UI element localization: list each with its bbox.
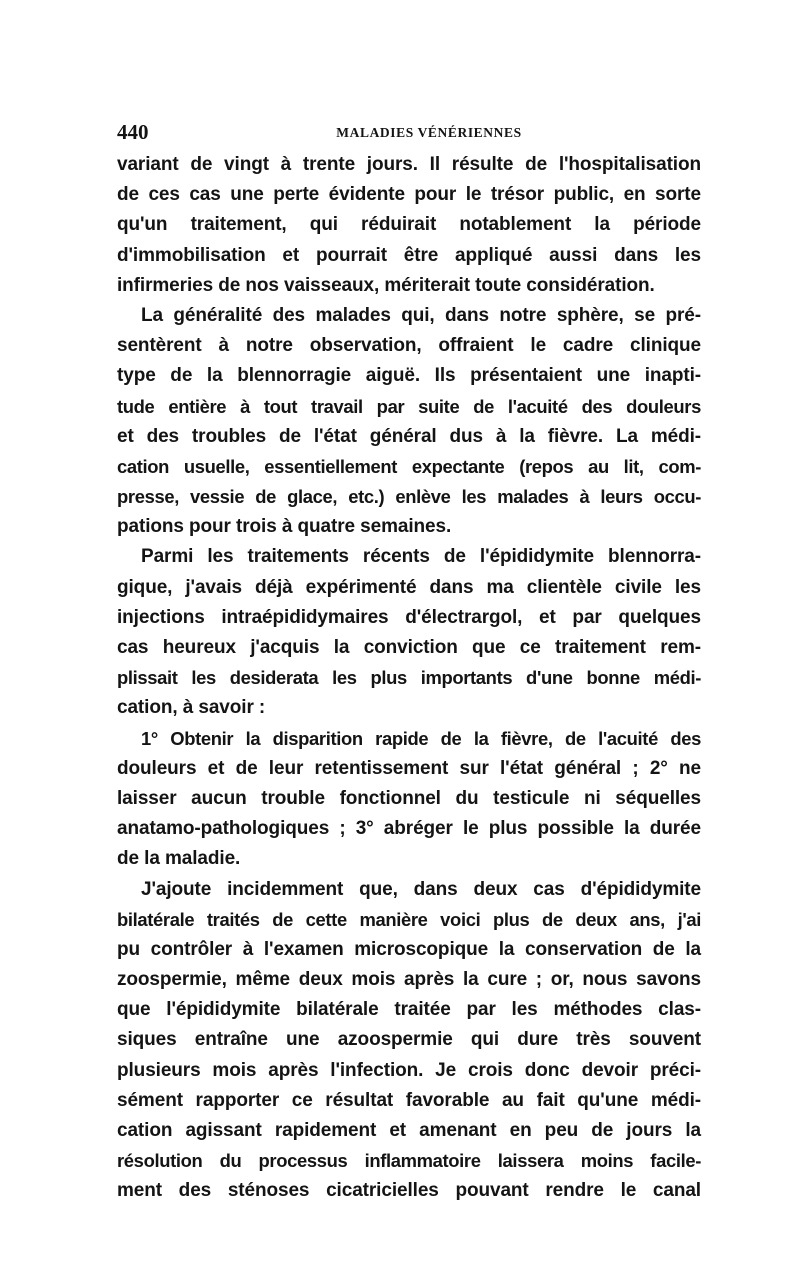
text-line: infirmeries de nos vaisseaux, mériterait toute considération. xyxy=(117,274,655,296)
running-title: MALADIES VÉNÉRIENNES xyxy=(336,125,522,140)
text-line: laisser aucun trouble fonctionnel du testicule ni séquelles xyxy=(117,787,701,809)
text-line: plissait les desiderata les plus importants d'une bonne médi- xyxy=(117,667,701,689)
text-line: sentèrent à notre observation, offraient le cadre clinique xyxy=(117,335,701,357)
page-number: 440 xyxy=(117,120,149,144)
text-line: ment des sténoses cicatricielles pouvant rendre le canal xyxy=(117,1180,701,1202)
text-line: anatamo-pathologiques ; 3° abréger le plus possible la durée xyxy=(117,818,701,840)
text-line: d'immobilisation et pourrait être appliqué aussi dans les xyxy=(117,244,701,266)
text-line: plusieurs mois après l'infection. Je crois donc devoir préci- xyxy=(117,1059,701,1081)
text-line: bilatérale traités de cette manière voici plus de deux ans, j'ai xyxy=(117,908,701,930)
text-line: que l'épididymite bilatérale traitée par les méthodes clas- xyxy=(117,999,701,1021)
text-line: cation usuelle, essentiellement expectante (repos au lit, com- xyxy=(117,455,701,477)
text-line: presse, vessie de glace, etc.) enlève les malades à leurs occu- xyxy=(117,486,701,508)
text-line: cation, à savoir : xyxy=(117,697,266,719)
text-line: type de la blennorragie aiguë. Ils présentaient une inapti- xyxy=(117,365,701,387)
text-line: gique, j'avais déjà expérimenté dans ma clientèle civile les xyxy=(117,576,701,598)
body-text xyxy=(117,150,701,1207)
text-line: cas heureux j'acquis la conviction que ce traitement rem- xyxy=(117,637,701,658)
text-line: sément rapporter ce résultat favorable au fait qu'une médi- xyxy=(117,1089,701,1111)
text-line: pations pour trois à quatre semaines. xyxy=(117,516,452,538)
text-line: Parmi les traitements récents de l'épididymite blennorra- xyxy=(141,546,701,568)
text-line: pu contrôler à l'examen microscopique la conservation de la xyxy=(117,938,701,960)
text-line: de la maladie. xyxy=(117,848,241,870)
text-line: de ces cas une perte évidente pour le trésor public, en sorte xyxy=(117,184,701,206)
text-line: siques entraîne une azoospermie qui dure très souvent xyxy=(117,1029,701,1051)
text-line: tude entière à tout travail par suite de l'acuité des douleurs xyxy=(117,395,701,417)
running-head xyxy=(117,120,701,146)
text-line: douleurs et de leur retentissement sur l'état général ; 2° ne xyxy=(117,757,701,779)
text-line: qu'un traitement, qui réduirait notablement la période xyxy=(117,214,701,236)
text-line: injections intraépididymaires d'électrargol, et par quelques xyxy=(117,606,701,628)
text-line: variant de vingt à trente jours. Il résulte de l'hospitalisation xyxy=(117,154,701,175)
text-line: cation agissant rapidement et amenant en peu de jours la xyxy=(117,1120,701,1141)
text-line: et des troubles de l'état général dus à la fièvre. La médi- xyxy=(117,425,701,447)
text-line: 1° Obtenir la disparition rapide de la fièvre, de l'acuité des xyxy=(141,727,701,749)
text-line: zoospermie, même deux mois après la cure ; or, nous savons xyxy=(117,969,701,991)
text-line: résolution du processus inflammatoire laissera moins facile- xyxy=(117,1150,701,1172)
text-line: La généralité des malades qui, dans notre sphère, se pré- xyxy=(141,304,701,326)
text-line: J'ajoute incidemment que, dans deux cas d'épididymite xyxy=(141,878,701,900)
